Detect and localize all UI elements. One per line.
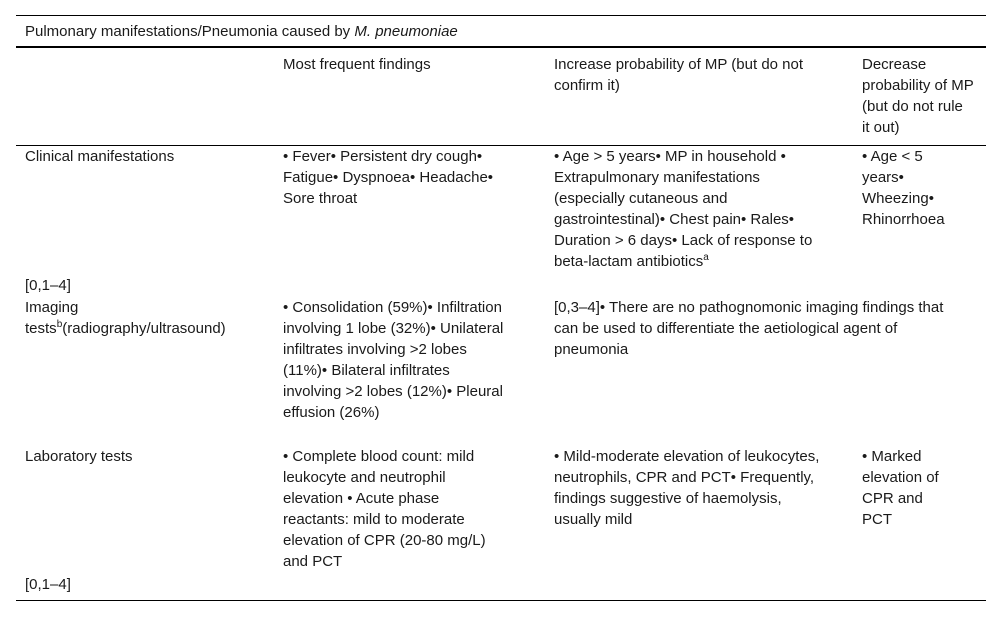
row-laboratory-reference: [0,1–4]	[25, 576, 71, 593]
row-imaging-label-tail: (radiography/ultrasound)	[62, 320, 226, 337]
header-most-frequent: Most frequent findings	[283, 56, 431, 73]
caption-rule	[16, 46, 986, 48]
header-increase-probability: Increase probability of MP (but do not confirm it)	[554, 56, 804, 94]
row-label-clinical: Clinical manifestations	[25, 148, 175, 165]
row-imaging-label-main: Imaging tests	[25, 299, 79, 337]
row-clinical-decrease: • Age < 5 years• Wheezing• Rhinorrhoea	[862, 148, 945, 228]
row-laboratory-decrease: • Marked elevation of CPR and PCT	[862, 448, 939, 528]
row-label-imaging	[25, 297, 250, 339]
footnote-a: a	[703, 252, 709, 263]
table-top-rule	[16, 15, 986, 16]
row-clinical-frequent: • Fever• Persistent dry cough• Fatigue• Dyspnoea• Headache• Sore throat	[283, 148, 494, 207]
table-bottom-rule	[16, 600, 986, 601]
row-imaging-increase-span: [0,3–4]• There are no pathognomonic imaging findings that can be used to differentiate the aetiological agent of pneumonia	[554, 299, 944, 358]
row-clinical-reference: [0,1–4]	[25, 277, 71, 294]
header-decrease-probability: Decrease probability of MP (but do not rule it out)	[862, 56, 974, 136]
row-clinical-increase	[554, 146, 822, 272]
footnote-b: b	[56, 319, 63, 330]
row-laboratory-frequent: • Complete blood count: mild leukocyte and neutrophil elevation • Acute phase reactants: mild to moderate elevation of CPR (20-80 mg/L) and PCT	[283, 448, 486, 570]
row-clinical-increase-text: • Age > 5 years• MP in household • Extrapulmonary manifestations (especially cutaneous and gastrointestinal)• Chest pain• Rales• Duration > 6 days• Lack of response to beta-lactam antibiotics	[554, 148, 813, 270]
caption-organism: M. pneumoniae	[354, 23, 458, 40]
table-caption	[25, 21, 965, 42]
caption-text: Pulmonary manifestations/Pneumonia caused by	[25, 23, 355, 40]
row-imaging-frequent: • Consolidation (59%)• Infiltration involving 1 lobe (32%)• Unilateral infiltrates involving >2 lobes (11%)• Bilateral infiltrates involving >2 lobes (12%)• Pleural effusion (26%)	[283, 299, 504, 421]
row-laboratory-increase: • Mild-moderate elevation of leukocytes, neutrophils, CPR and PCT• Frequently, findings suggestive of haemolysis, usually mild	[554, 448, 820, 528]
row-label-laboratory: Laboratory tests	[25, 448, 133, 465]
